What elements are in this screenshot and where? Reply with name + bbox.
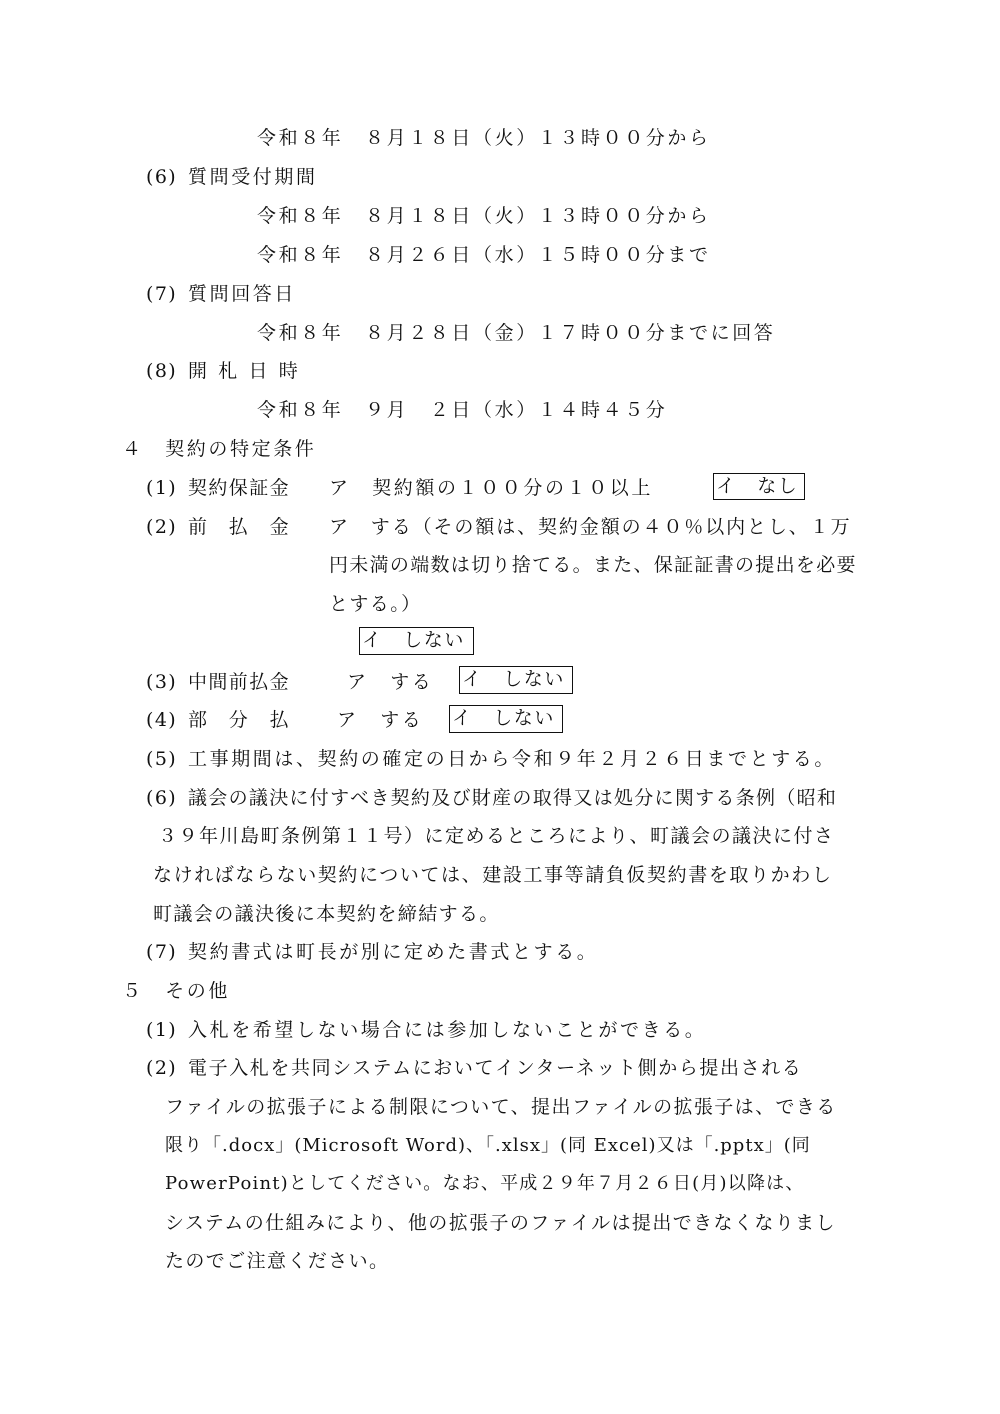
- s4-item-7-number: (7): [146, 941, 178, 963]
- s4-item-4-option-b-selected: イ しない: [449, 705, 563, 733]
- schedule-line-5: 令和８年 ９月 ２日（水）１４時４５分: [257, 399, 668, 421]
- s4-item-6-line-1: 議会の議決に付すべき契約及び財産の取得又は処分に関する条例（昭和: [188, 787, 838, 809]
- s4-item-3-option-a: ア する: [347, 671, 434, 693]
- s4-item-2-label: 前 払 金: [188, 516, 291, 538]
- section-4-heading: ４ 契約の特定条件: [122, 438, 317, 460]
- s5-item-2-number: (2): [146, 1057, 178, 1079]
- s4-item-1-label: 契約保証金: [188, 477, 291, 499]
- s4-item-2-number: (2): [146, 516, 178, 538]
- s5-item-2-line-3: 限り「.docx」(Microsoft Word)、「.xlsx」(同 Excel)又は「.pptx」(同: [165, 1135, 811, 1156]
- schedule-line-4: 令和８年 ８月２８日（金）１７時００分までに回答: [257, 322, 776, 344]
- s5-item-2-line-2: ファイルの拡張子による制限について、提出ファイルの拡張子は、できる: [165, 1096, 837, 1118]
- s4-item-2-option-a-line-3: とする。）: [329, 593, 422, 615]
- s4-item-1-number: (1): [146, 477, 178, 499]
- s4-item-6-number: (6): [146, 787, 178, 809]
- s4-item-5-number: (5): [146, 748, 178, 770]
- s4-item-1-option-b-selected: イ なし: [713, 473, 805, 500]
- s4-item-2-option-a-line-1: ア する（その額は、契約金額の４０％以内とし、１万: [329, 516, 852, 538]
- section-5-heading: ５ その他: [122, 980, 231, 1002]
- s4-item-6-line-3: なければならない契約については、建設工事等請負仮契約書を取りかわし: [153, 864, 833, 886]
- s4-item-6-line-4: 町議会の議決後に本契約を締結する。: [153, 903, 500, 925]
- s5-item-1-text: 入札を希望しない場合には参加しないことができる。: [188, 1019, 707, 1041]
- s4-item-4-label: 部 分 払: [188, 709, 291, 731]
- s4-item-7-text: 契約書式は町長が別に定めた書式とする。: [188, 941, 599, 963]
- schedule-line-3: 令和８年 ８月２６日（水）１５時００分まで: [257, 244, 711, 266]
- s4-item-3-option-b-selected: イ しない: [459, 666, 573, 694]
- s4-item-4-number: (4): [146, 709, 178, 731]
- s5-item-2-line-5: システムの仕組みにより、他の拡張子のファイルは提出できなくなりまし: [165, 1212, 836, 1234]
- item-6-label: 質問受付期間: [188, 166, 318, 188]
- s4-item-3-number: (3): [146, 671, 178, 693]
- item-6-number: (6): [146, 166, 178, 188]
- s4-item-4-option-a: ア する: [337, 709, 424, 731]
- s4-item-2-option-b-selected: イ しない: [359, 627, 474, 655]
- s4-item-2-option-a-line-2: 円未満の端数は切り捨てる。また、保証証書の提出を必要: [329, 554, 857, 576]
- s5-item-2-line-6: たのでご注意ください。: [165, 1250, 390, 1272]
- item-7-number: (7): [146, 283, 178, 305]
- schedule-line-1: 令和８年 ８月１８日（火）１３時００分から: [257, 127, 711, 149]
- s4-item-6-line-2: ３９年川島町条例第１１号）に定めるところにより、町議会の議決に付さ: [158, 825, 835, 847]
- item-8-label: 開 札 日 時: [188, 360, 301, 382]
- item-7-label: 質問回答日: [188, 283, 297, 305]
- schedule-line-2: 令和８年 ８月１８日（火）１３時００分から: [257, 205, 711, 227]
- s5-item-1-number: (1): [146, 1019, 178, 1041]
- s5-item-2-line-1: 電子入札を共同システムにおいてインターネット側から提出される: [188, 1057, 803, 1079]
- s4-item-1-option-a: ア 契約額の１００分の１０以上: [329, 477, 654, 499]
- s4-item-3-label: 中間前払金: [188, 671, 291, 693]
- item-8-number: (8): [146, 360, 178, 382]
- s5-item-2-line-4: PowerPoint)としてください。なお、平成２９年７月２６日(月)以降は、: [165, 1173, 805, 1194]
- s4-item-5-text: 工事期間は、契約の確定の日から令和９年２月２６日までとする。: [188, 748, 837, 770]
